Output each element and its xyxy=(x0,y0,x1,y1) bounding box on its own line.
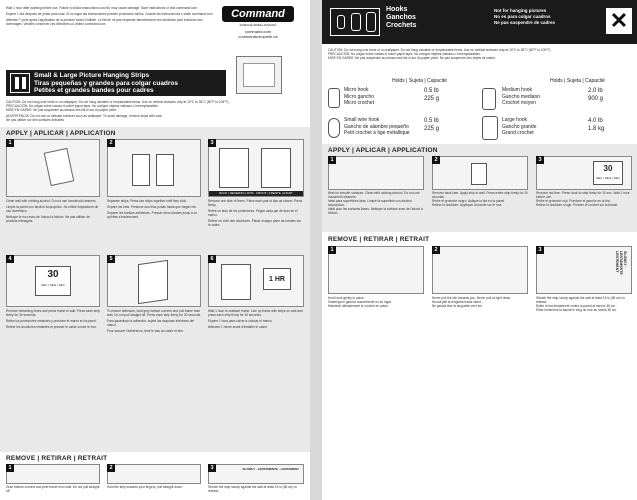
apply-step-3: 3 BACK | REVERSO | DOS · FRONT | FRENTE | AVANT Remove one side of liners. Place each pair of tips as shown. Press firmly. Retire un lado de los protectores. Pegue cada par de tiras en el marco. Retirer un côté des doublures. Placer chaque paire de bandes sur le cadre. xyxy=(208,140,303,227)
holds-header-right: Holds | Sujeta | Capacité xyxy=(550,78,605,84)
apply-step-4: 4 30 SEC | SEG | SEC Remove remaining liners and press frame to wall. Press each strip firmly for 30 seconds. Retire los protectores restantes y presione el marco en la pared. Retirer les doublures restantes et presser le cadre contre le mur. xyxy=(6,256,100,329)
pull-strip-illustration: 2 xyxy=(107,464,201,484)
caution-es: PRECAUCIÓN: No colgar sobre camas ni sobre papel tapiz. No cuelgue objetos valiosos o irreemplazables. xyxy=(6,104,159,108)
hooks-apply-heading: APPLY | APLICAR | APPLICATION xyxy=(328,147,438,154)
hooks-title-en: Hooks xyxy=(386,6,408,13)
right-instruction-sheet xyxy=(322,0,637,500)
intro-warning-fr: Attendre 7 jours après l’application de la peinture avant d’utiliser. Le fait de ne pas respecter attentivement ces directives peut entraîner des dommages. Veuillez conserver ces directives ou visitez command.com xyxy=(6,18,203,26)
stretch-strip-illustration: 3 SLOWLY · LENTAMENTE · LENTEMENT xyxy=(208,464,304,484)
hooks-title-fr: Crochets xyxy=(386,22,417,29)
peel-frame-illustration: 1 xyxy=(6,464,100,484)
caution-fr: MISE EN GARDE: Ne pas suspendre au-dessus des lits ni sur du papier peint. xyxy=(6,108,117,112)
hooks-apply-step-3: 3 30 SEC | SEG | SEC Remove red liner. Press hook to strip firmly for 30 sec. Wait 1 hour before use. Retire el protector rojo. Presione el gancho en la tira. Retirer la doublure rouge. Presser le crochet sur la bande. xyxy=(536,156,632,207)
hooks-wait-30-label: SEC | SEG | SEC xyxy=(596,176,620,180)
pull-frame-illustration: 5 xyxy=(107,255,201,307)
apply-step-2: 2 Separate strips. Press two strips together until they click. Separe las tiras. Presione dos tiras juntas hasta que hagan clic. Séparer les bandes adhésives. Presser deux bandes jusqu’à ce qu’elles s’enclenchent. xyxy=(107,139,201,219)
apply-step-1: 1 Clean wall with rubbing alcohol. Do not use household cleaners. Limpie la pared con alcohol isopropílico. No utilice limpiadores de uso doméstico. Nettoyer le mur avec de l’alcool à friction. Ne pas utiliser de produits ménagers. xyxy=(6,140,99,223)
left-instruction-sheet xyxy=(0,0,310,500)
wait-30-number: 30 xyxy=(47,269,59,280)
remove-heading: REMOVE | RETIRAR | RETRAIT xyxy=(6,455,108,462)
micro-hook-icon xyxy=(328,88,340,108)
medium-hook-icon xyxy=(482,88,496,110)
hooks-icon xyxy=(330,8,380,36)
intro-warning-es: Espere 1 día después de pintar para usar. Si no sigue las instrucciones pueden producirse daños. Guarde las instrucciones o visite command.com xyxy=(6,12,213,16)
hooks-title-es: Ganchos xyxy=(386,14,416,21)
wire-hook-icon xyxy=(328,118,340,138)
apply-step-6: 6 1 HR Wait 1 hour to reattach frame. Line up frame with strips on wall and press each strip firmly for 30 seconds. Espere 1 hora para volver a colocar el marco. Attendre 1 heure avant d’installer le cadre. xyxy=(208,256,303,329)
remove-section xyxy=(0,452,310,500)
title-fr: Petites et grandes bandes pour cadres xyxy=(34,87,154,94)
reattach-frame-illustration: 6 1 HR xyxy=(208,255,304,307)
holds-row-small-wire: Small wire hook Gancho de alambre pequeño Petit crochet à tige métallique 0.5 lb 225 g xyxy=(328,116,478,142)
website-ca: commandcomplete.ca xyxy=(238,34,278,39)
title-es: Tiras pequeñas y grandes para colgar cuadros xyxy=(34,79,179,87)
hooks-wait-30-number: 30 xyxy=(603,164,613,173)
hooks-remove-step-2: 2 Never pull the tab towards you. Never pull at right down. Nunca jale la lengüeta hacia usted. Ne jamais tirer la languette vers soi. xyxy=(432,246,528,308)
hooks-remove-heading: REMOVE | RETIRAR | RETRAIT xyxy=(328,236,430,243)
never-pull-illustration: 2 xyxy=(432,246,528,294)
hooks-remove-step-1: 1 Hold hook gently in place. Sostenga el gancho suavemente en su lugar. Maintenir délicatement le crochet en place. xyxy=(328,246,424,308)
title-bar xyxy=(6,70,226,96)
holds-row-medium: Medium hook Gancho mediano Crochet moyen 2.0 lb 900 g xyxy=(482,86,632,112)
hooks-title xyxy=(386,6,416,30)
wall-clean-illustration: 1 xyxy=(6,139,100,197)
holds-table xyxy=(322,76,637,146)
brand-block xyxy=(222,6,294,39)
hook-stretch-illustration: 3 SLOWLY · LENTAMENTE · LENTEMENT xyxy=(536,246,632,294)
command-logo: Command xyxy=(222,6,294,22)
apply-section xyxy=(0,127,310,452)
advertissement-line: Ne pas utiliser sur des surfaces délicates. xyxy=(6,118,65,122)
hooks-caution: CAUTION: Do not hang over beds or on wallpaper. Do not hang valuable or irreplaceable items. Use on vertical surfaces only at 10°C to 38°C (50°F to 105°F). PRECAUCIÓN: No colgar sobre camas ni sobre papel tapiz. No cuelgue objetos valiosos o irreemplazables. MISE EN GARDE: Ne pas suspendre au-dessus des lits ni sur du papier peint. Ne pas suspendre des objets de valeur. xyxy=(328,48,552,60)
holds-header-left: Holds | Sujeta | Capacité xyxy=(392,78,447,84)
hooks-remove-step-3: 3 SLOWLY · LENTAMENTE · LENTEMENT Stretch the strip slowly against the wall at least 15 in (38 cm) to release. Estire la tira lentamente contra la pared al menos 38 cm. Étirer lentement la bande le long du mur au moins 38 cm. xyxy=(536,246,632,312)
remove-step-2: 2 Hold the strip towards your fingers, pull straight down. xyxy=(107,464,201,489)
brand-tagline: DAMAGE-FREE HANGING xyxy=(239,23,277,27)
holds-row-micro: Micro hook Micro gancho Micro crochet 0.5 lb 225 g xyxy=(328,86,468,112)
remove-step-1: 1 Grab bottom corners and peel frame from wall. Do not pull straight off. xyxy=(6,465,100,493)
frame-back-illustration: 3 BACK | REVERSO | DOS · FRONT | FRENTE | AVANT xyxy=(208,139,304,197)
hooks-apply-step-2: 2 Remove back liner. Apply strip to wall. Press entire strip firmly for 30 seconds. Retire el protector negro. Aplique la tira en la pared. Retirer la doublure. Appliquer la bande sur le mur. xyxy=(432,157,528,207)
frame-icon xyxy=(236,56,282,94)
caution-en: CAUTION: Do not hang over beds or on wallpaper. Do not hang valuable or irreplaceable items. Use on vertical surfaces only at 10°C to 38°C (50°F to 105°F). xyxy=(6,100,230,104)
wait-30-label: SEC | SEG | SEC xyxy=(41,283,65,287)
prohibited-x-icon: ✕ xyxy=(606,8,632,34)
intro-warning-en: Wait 1 hour after painting before use. Failure to follow instructions can fail, may cause damage. Save instructions or visit command.com xyxy=(6,6,198,10)
hook-wall-clean-illustration: 1 xyxy=(328,156,424,190)
hooks-header xyxy=(322,0,637,44)
hold-hook-illustration: 1 xyxy=(328,246,424,294)
apply-step-5: 5 To ensure adhesion, hold grey bottom corners and pull frame from wall. Do not pull straight off. Press each strip firmly for 30 seconds. Para garantizar la adhesión, sujete las esquinas inferiores del marco. Pour assurer l’adhérence, tenir le bas du cadre et tirer. xyxy=(107,256,202,333)
hooks-remove-section xyxy=(322,232,637,500)
strips-click-illustration: 2 xyxy=(107,139,201,197)
title-en: Small & Large Picture Hanging Strips xyxy=(34,72,150,79)
hooks-apply-step-1: 1 Best for smooth surfaces. Clean with rubbing alcohol. Do not use household cleaners. Ideal para superficies lisas. Limpie la superficie con alcohol isopropílico. Idéal pour les surfaces lisses. Nettoyer la surface avec de l’alcool à friction. xyxy=(328,157,423,215)
intro-warnings xyxy=(6,6,216,26)
front-label: FRONT | FRENTE | AVANT xyxy=(256,191,293,195)
press-30sec-illustration: 4 30 SEC | SEG | SEC xyxy=(6,255,100,307)
website-us: command.com xyxy=(244,29,272,34)
back-label: BACK | REVERSO | DOS xyxy=(219,191,254,195)
hanging-strips-icon xyxy=(10,73,30,93)
remove-step-3: 3 SLOWLY · LENTAMENTE · LENTEMENT Stretch the strip slowly against the wall at least 15 in (38 cm) to release. xyxy=(208,464,304,493)
not-for-pictures: Not for hanging pictures No es para colgar cuadros Ne pas suspendre de cadres xyxy=(494,8,556,25)
slowly-label: SLOWLY · LENTAMENTE · LENTEMENT xyxy=(242,467,299,471)
caution-block xyxy=(6,100,304,122)
advertencia-line: ADVERTENCIA: Do not use on delicate surfaces such as wallpaper. To avoid damage, remove strips with care. xyxy=(6,114,163,118)
wait-1hr-badge: 1 HR xyxy=(263,268,291,290)
hooks-apply-section xyxy=(322,144,637,232)
holds-row-large: Large hook Gancho grande Grand crochet 4.0 lb 1.8 kg xyxy=(482,116,632,142)
hooks-slowly-label: SLOWLY · LENTAMENTE · LENTEMENT xyxy=(615,251,627,277)
hook-press-illustration: 3 30 SEC | SEG | SEC xyxy=(536,156,632,190)
apply-heading: APPLY | APLICAR | APPLICATION xyxy=(6,130,116,137)
hook-liner-illustration: 2 xyxy=(432,156,528,190)
large-hook-icon xyxy=(482,116,498,140)
